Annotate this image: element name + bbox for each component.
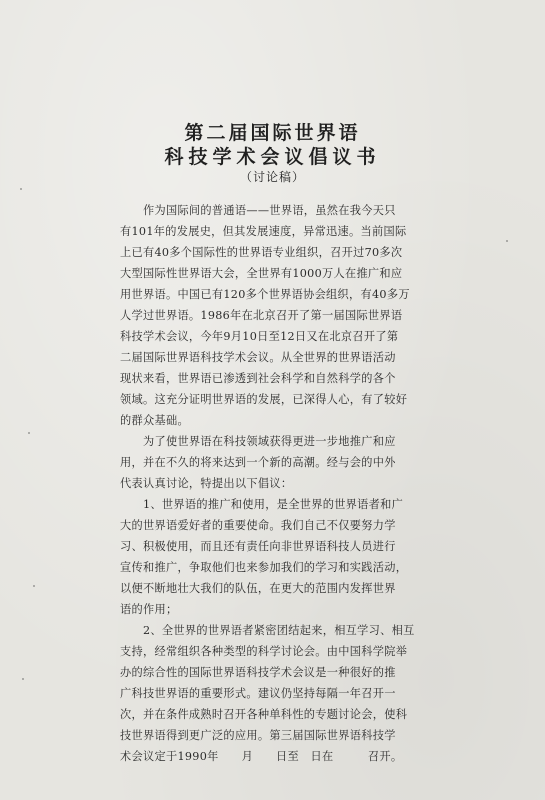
body-line: 二届国际世界语科技学术会议。从全世界的世界语活动 <box>120 351 396 364</box>
body-line: 上已有40多个国际性的世界语专业组织，召开过70多次 <box>120 246 403 259</box>
paper-speck <box>22 678 24 680</box>
document-subtitle: （讨论稿） <box>239 170 305 184</box>
body-line: 语的作用； <box>120 603 178 616</box>
body-line: 领域。这充分证明世界语的发展，已深得人心，有了较好 <box>120 393 408 406</box>
body-line: 1、世界语的推广和使用，是全世界的世界语者和广 <box>120 498 404 511</box>
paper-speck <box>28 432 30 434</box>
body-line: 用，并在不久的将来达到一个新的高潮。经与会的中外 <box>120 456 396 469</box>
body-line: 代表认真讨论，特提出以下倡议： <box>120 477 293 490</box>
body-line: 的群众基础。 <box>120 414 189 427</box>
body-line: 作为国际间的普通语——世界语，虽然在我今天只 <box>120 204 396 217</box>
body-line: 技世界语得到更广泛的应用。第三届国际世界语科技学 <box>120 729 396 742</box>
paper-speck <box>33 585 35 587</box>
body-line: 2、全世界的世界语者紧密团结起来，相互学习、相互 <box>120 624 415 637</box>
body-line: 人学过世界语。1986年在北京召开了第一届国际世界语 <box>120 309 403 322</box>
body-line: 有101年的发展史，但其发展速度，异常迅速。当前国际 <box>120 225 407 238</box>
body-line: 次，并在条件成熟时召开各种单科性的专题讨论会，使科 <box>120 708 408 721</box>
body-line: 以便不断地壮大我们的队伍，在更大的范围内发挥世界 <box>120 582 396 595</box>
body-line: 大型国际性世界语大会，全世界有1000万人在推广和应 <box>120 267 403 280</box>
body-line: 办的综合性的国际世界语科技学术会议是一种很好的推 <box>120 666 396 679</box>
body-line: 用世界语。中国已有120多个世界语协会组织，有40多万 <box>120 288 410 301</box>
body-line: 宣传和推广，争取他们也来参加我们的学习和实践活动， <box>120 561 408 574</box>
paper-speck <box>20 188 22 190</box>
body-line: 为了使世界语在科技领域获得更进一步地推广和应 <box>120 435 396 448</box>
body-line: 术会议定于1990年 月 日至 日在 召开。 <box>120 750 403 763</box>
paper-speck <box>506 240 508 242</box>
body-line: 支持，经常组织各种类型的科学讨论会。由中国科学院举 <box>120 645 408 658</box>
body-line: 现状来看，世界语已渗透到社会科学和自然科学的各个 <box>120 372 396 385</box>
body-line: 科技学术会议，今年9月10日至12日又在北京召开了第 <box>120 330 399 343</box>
body-line: 习、积极使用，而且还有责任向非世界语科技人员进行 <box>120 540 396 553</box>
body-line: 广科技世界语的重要形式。建议仍坚持每隔一年召开一 <box>120 687 396 700</box>
body-line: 大的世界语爱好者的重要使命。我们自己不仅要努力学 <box>120 519 396 532</box>
document-title-line-1: 第二届国际世界语 <box>184 122 361 144</box>
document-title-line-2: 科技学术会议倡议书 <box>164 146 381 168</box>
